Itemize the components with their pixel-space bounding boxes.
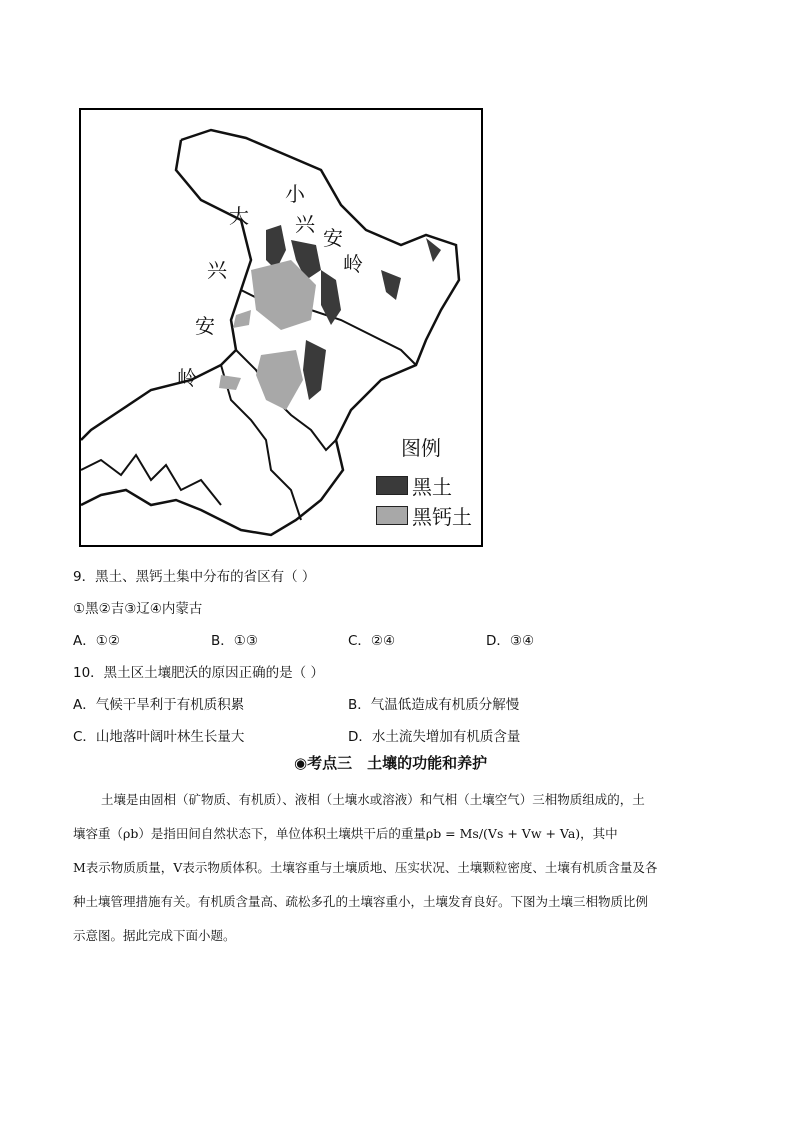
chernozem-patch (219, 375, 241, 390)
black-soil-patch (426, 238, 441, 262)
map-label-xing2: 兴 (295, 212, 315, 236)
question-10-option-c[interactable]: C．山地落叶阔叶林生长量大 (73, 729, 245, 745)
map-label-ling: 岭 (177, 366, 197, 390)
question-9-option-a[interactable]: A．①② (73, 633, 120, 649)
question-10-option-b[interactable]: B．气温低造成有机质分解慢 (348, 697, 520, 713)
map-label-da: 大 (229, 204, 249, 228)
passage-line-2: 壤容重（ρb）是指田间自然状态下，单位体积土壤烘干后的重量ρb = Ms/(Vs + Vw + Va)，其中 (73, 826, 618, 841)
legend-label: 黑土 (412, 475, 452, 499)
black-soil-patch (303, 340, 326, 400)
legend-swatch (376, 506, 408, 525)
question-10-stem: 10．黑土区土壤肥沃的原因正确的是（ ） (73, 665, 324, 681)
legend-item-chernozem (376, 501, 472, 530)
question-9-option-d[interactable]: D．③④ (486, 633, 535, 649)
legend-swatch (376, 476, 408, 495)
map-label-an2: 安 (323, 226, 343, 250)
passage (73, 783, 733, 953)
legend-title: 图例 (401, 436, 441, 460)
map-label-xing: 兴 (207, 258, 227, 282)
black-soil-patch (321, 270, 341, 325)
soil-distribution-map (79, 108, 483, 547)
chernozem-patch (256, 350, 303, 410)
map-label-xiao: 小 (285, 182, 305, 206)
map-label-ling2: 岭 (343, 252, 363, 276)
passage-line-1: 土壤是由固相（矿物质、有机质）、液相（土壤水或溶液）和气相（土壤空气）三相物质组成的，土 (101, 792, 645, 807)
passage-line-3: M表示物质质量，V表示物质体积。土壤容重与土壤质地、压实状况、土壤颗粒密度、土壤有机质含量及各 (73, 860, 658, 875)
chernozem-patch (233, 310, 251, 328)
map-label-an: 安 (195, 314, 215, 338)
question-9-option-c[interactable]: C．②④ (348, 633, 396, 649)
question-9-option-b[interactable]: B．①③ (211, 633, 258, 649)
legend-label: 黑钙土 (412, 505, 472, 529)
map-border-west (81, 140, 251, 440)
black-soil-patch (381, 270, 401, 300)
passage-line-4: 种土壤管理措施有关。有机质含量高、疏松多孔的土壤容重小，土壤发育良好。下图为土壤三相物质比例 (73, 894, 649, 909)
map-coast (81, 455, 221, 505)
question-10-option-d[interactable]: D．水土流失增加有机质含量 (348, 729, 521, 745)
section-title: ◉考点三 土壤的功能和养护 (294, 754, 488, 772)
legend-item-black-soil (376, 471, 452, 500)
passage-line-5: 示意图。据此完成下面小题。 (73, 928, 236, 943)
question-9-stem: 9．黑土、黑钙土集中分布的省区有（ ） (73, 569, 316, 585)
question-9-choices: ①黑②吉③辽④内蒙古 (73, 601, 203, 617)
question-10-option-a[interactable]: A．气候干旱利于有机质积累 (73, 697, 245, 713)
